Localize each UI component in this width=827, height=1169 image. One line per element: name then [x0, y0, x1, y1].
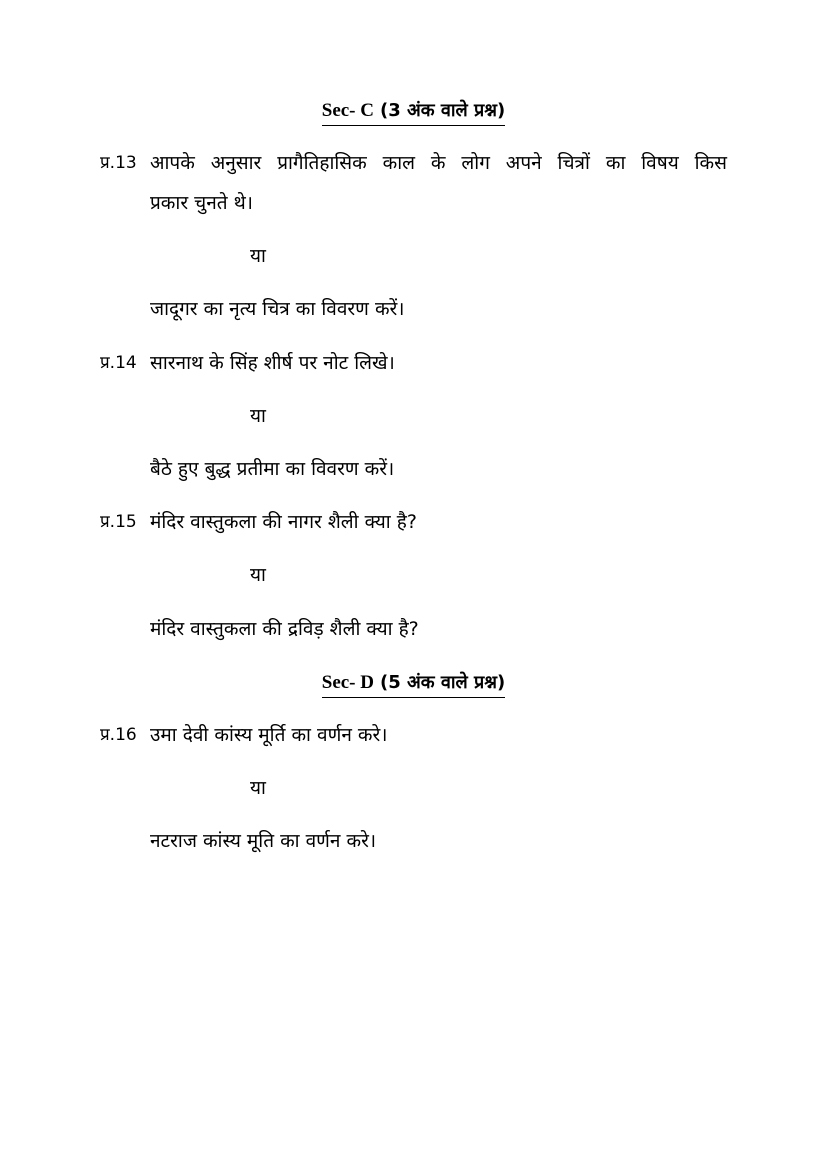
question-13-number: प्र.13 — [100, 153, 137, 173]
section-c-heading — [0, 97, 827, 126]
question-15-text: मंदिर वास्तुकला की नागर शैली क्या है? — [150, 511, 417, 533]
question-13-line-1: आपके अनुसार प्रागैतिहासिक काल के लोग अपने चित्रों का विषय किस — [150, 152, 727, 174]
question-16-number: प्र.16 — [100, 725, 137, 745]
question-14-alternative: बैठे हुए बुद्ध प्रतीमा का विवरण करें। — [150, 458, 395, 480]
question-16-text: उमा देवी कांस्य मूर्ति का वर्णन करे। — [150, 724, 388, 746]
section-c-heading-underline — [322, 97, 505, 126]
section-d-marks: (5 अंक वाले प्रश्न) — [380, 672, 506, 693]
question-15-or: या — [250, 564, 266, 586]
section-d-heading-underline — [322, 669, 505, 698]
question-15-alternative: मंदिर वास्तुकला की द्रविड़ शैली क्या है? — [150, 618, 419, 640]
question-15-number: प्र.15 — [100, 512, 137, 532]
section-d-label: Sec- D — [321, 672, 374, 693]
question-14-text: सारनाथ के सिंह शीर्ष पर नोट लिखे। — [150, 352, 395, 374]
section-c-marks: (3 अंक वाले प्रश्न) — [380, 100, 506, 121]
question-14-number: प्र.14 — [100, 353, 137, 373]
question-14-or: या — [250, 405, 266, 427]
question-13-or: या — [250, 245, 266, 267]
question-16-alternative: नटराज कांस्य मूति का वर्णन करे। — [150, 830, 377, 852]
section-d-heading — [0, 669, 827, 698]
question-13-alternative: जादूगर का नृत्य चित्र का विवरण करें। — [150, 298, 405, 320]
section-c-label: Sec- C — [321, 100, 374, 121]
question-13-line-2: प्रकार चुनते थे। — [150, 192, 253, 214]
question-16-or: या — [250, 777, 266, 799]
